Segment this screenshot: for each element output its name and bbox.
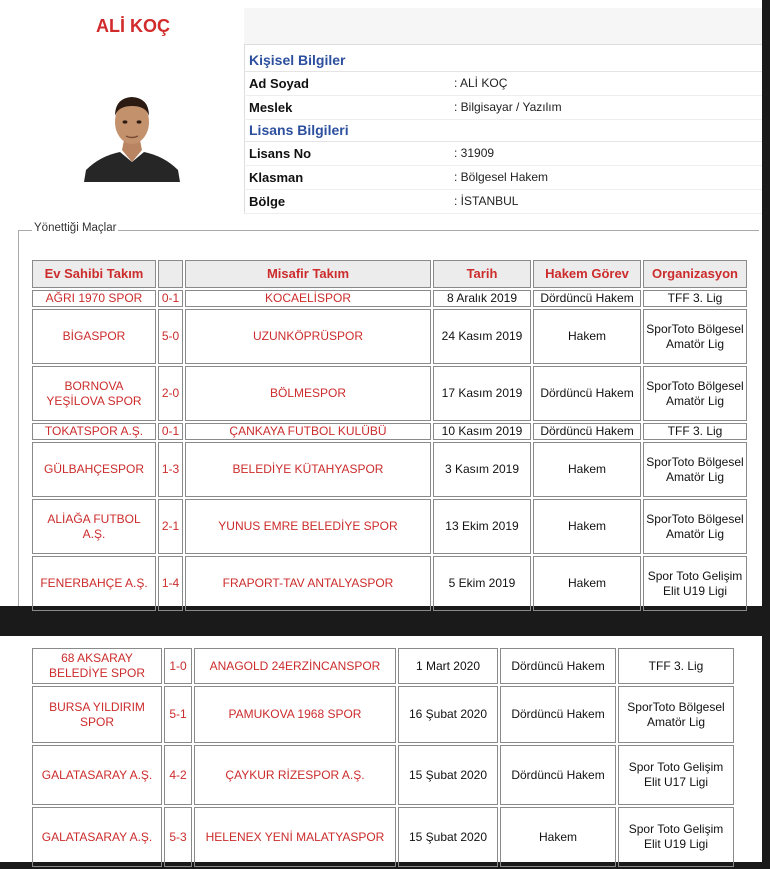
date-cell: 15 Şubat 2020	[398, 745, 498, 805]
organization-cell: SporToto Bölgesel Amatör Lig	[618, 686, 734, 743]
home-team-cell[interactable]: BURSA YILDIRIM SPOR	[32, 686, 162, 743]
organization-cell: Spor Toto Gelişim Elit U17 Ligi	[618, 745, 734, 805]
info-row-profession	[244, 96, 762, 120]
organization-cell: TFF 3. Lig	[643, 290, 747, 307]
duty-cell: Dördüncü Hakem	[533, 423, 641, 440]
duty-cell: Hakem	[500, 807, 616, 867]
info-label: Ad Soyad	[249, 76, 309, 91]
date-cell: 15 Şubat 2020	[398, 807, 498, 867]
table-row	[32, 499, 747, 554]
organization-cell: TFF 3. Lig	[618, 648, 734, 684]
column-header-organization[interactable]: Organizasyon	[643, 260, 747, 288]
matches-table	[30, 258, 749, 613]
column-header-score	[158, 260, 183, 288]
table-row	[32, 423, 747, 440]
organization-cell: Spor Toto Gelişim Elit U19 Ligi	[643, 556, 747, 611]
away-team-cell[interactable]: BÖLMESPOR	[185, 366, 431, 421]
away-team-cell[interactable]: KOCAELİSPOR	[185, 290, 431, 307]
duty-cell: Hakem	[533, 499, 641, 554]
table-row	[32, 686, 734, 743]
table-row	[32, 807, 734, 867]
organization-cell: SporToto Bölgesel Amatör Lig	[643, 366, 747, 421]
score-cell: 2-0	[158, 366, 183, 421]
away-team-cell[interactable]: BELEDİYE KÜTAHYASPOR	[185, 442, 431, 497]
column-header-away[interactable]: Misafir Takım	[185, 260, 431, 288]
info-row-license-no	[244, 142, 762, 166]
score-cell: 2-1	[158, 499, 183, 554]
info-row-region	[244, 190, 762, 214]
organization-cell: SporToto Bölgesel Amatör Lig	[643, 442, 747, 497]
info-value: : 31909	[454, 146, 495, 160]
info-label: Klasman	[249, 170, 304, 185]
info-row-class	[244, 166, 762, 190]
table-header-row	[32, 260, 747, 288]
score-cell: 5-1	[164, 686, 192, 743]
home-team-cell[interactable]: FENERBAHÇE A.Ş.	[32, 556, 156, 611]
table-row	[32, 556, 747, 611]
away-team-cell[interactable]: PAMUKOVA 1968 SPOR	[194, 686, 396, 743]
matches-table-continued-body	[32, 648, 734, 867]
matches-table-continued	[30, 646, 736, 869]
score-cell: 5-0	[158, 309, 183, 364]
duty-cell: Dördüncü Hakem	[533, 290, 641, 307]
license-info-heading: Lisans Bilgileri	[244, 120, 762, 142]
tab-strip	[244, 8, 762, 45]
date-cell: 10 Kasım 2019	[433, 423, 531, 440]
info-label: Lisans No	[249, 146, 312, 161]
column-header-duty[interactable]: Hakem Görev	[533, 260, 641, 288]
organization-cell: SporToto Bölgesel Amatör Lig	[643, 499, 747, 554]
away-team-cell[interactable]: ÇAYKUR RİZESPOR A.Ş.	[194, 745, 396, 805]
organization-cell: Spor Toto Gelişim Elit U19 Ligi	[618, 807, 734, 867]
home-team-cell[interactable]: AĞRI 1970 SPOR	[32, 290, 156, 307]
score-cell: 0-1	[158, 423, 183, 440]
date-cell: 8 Aralık 2019	[433, 290, 531, 307]
home-team-cell[interactable]: ALİAĞA FUTBOL A.Ş.	[32, 499, 156, 554]
table-row	[32, 442, 747, 497]
duty-cell: Hakem	[533, 309, 641, 364]
table-row	[32, 648, 734, 684]
table-row	[32, 366, 747, 421]
score-cell: 1-3	[158, 442, 183, 497]
duty-cell: Dördüncü Hakem	[500, 648, 616, 684]
column-header-home[interactable]: Ev Sahibi Takım	[32, 260, 156, 288]
duty-cell: Hakem	[533, 556, 641, 611]
date-cell: 17 Kasım 2019	[433, 366, 531, 421]
referee-photo	[80, 78, 184, 182]
date-cell: 24 Kasım 2019	[433, 309, 531, 364]
info-value: : Bölgesel Hakem	[454, 170, 549, 184]
score-cell: 4-2	[164, 745, 192, 805]
info-value: : İSTANBUL	[454, 194, 519, 208]
date-cell: 13 Ekim 2019	[433, 499, 531, 554]
matches-legend: Yönettiği Maçlar	[34, 222, 117, 234]
away-team-cell[interactable]: UZUNKÖPRÜSPOR	[185, 309, 431, 364]
home-team-cell[interactable]: GALATASARAY A.Ş.	[32, 745, 162, 805]
info-label: Meslek	[249, 100, 293, 115]
info-label: Bölge	[249, 194, 286, 209]
table-row	[32, 745, 734, 805]
matches-table-body	[32, 290, 747, 611]
duty-cell: Dördüncü Hakem	[533, 366, 641, 421]
home-team-cell[interactable]: 68 AKSARAY BELEDİYE SPOR	[32, 648, 162, 684]
personal-info-heading: Kişisel Bilgiler	[244, 50, 762, 72]
score-cell: 0-1	[158, 290, 183, 307]
away-team-cell[interactable]: ÇANKAYA FUTBOL KULÜBÜ	[185, 423, 431, 440]
organization-cell: TFF 3. Lig	[643, 423, 747, 440]
table-row	[32, 290, 747, 307]
score-cell: 5-3	[164, 807, 192, 867]
organization-cell: SporToto Bölgesel Amatör Lig	[643, 309, 747, 364]
profile-info	[244, 50, 762, 214]
duty-cell: Hakem	[533, 442, 641, 497]
table-row	[32, 309, 747, 364]
date-cell: 5 Ekim 2019	[433, 556, 531, 611]
date-cell: 16 Şubat 2020	[398, 686, 498, 743]
home-team-cell[interactable]: BİGASPOR	[32, 309, 156, 364]
away-team-cell[interactable]: ANAGOLD 24ERZİNCANSPOR	[194, 648, 396, 684]
home-team-cell[interactable]: GALATASARAY A.Ş.	[32, 807, 162, 867]
away-team-cell[interactable]: HELENEX YENİ MALATYASPOR	[194, 807, 396, 867]
info-row-name	[244, 72, 762, 96]
score-cell: 1-0	[164, 648, 192, 684]
home-team-cell[interactable]: GÜLBAHÇESPOR	[32, 442, 156, 497]
away-team-cell[interactable]: FRAPORT-TAV ANTALYASPOR	[185, 556, 431, 611]
away-team-cell[interactable]: YUNUS EMRE BELEDİYE SPOR	[185, 499, 431, 554]
home-team-cell[interactable]: BORNOVA YEŞİLOVA SPOR	[32, 366, 156, 421]
column-header-date[interactable]: Tarih	[433, 260, 531, 288]
home-team-cell[interactable]: TOKATSPOR A.Ş.	[32, 423, 156, 440]
duty-cell: Dördüncü Hakem	[500, 686, 616, 743]
date-cell: 3 Kasım 2019	[433, 442, 531, 497]
score-cell: 1-4	[158, 556, 183, 611]
info-value: : ALİ KOÇ	[454, 76, 508, 90]
info-value: : Bilgisayar / Yazılım	[454, 100, 562, 114]
date-cell: 1 Mart 2020	[398, 648, 498, 684]
referee-name-title: ALİ KOÇ	[96, 16, 170, 36]
duty-cell: Dördüncü Hakem	[500, 745, 616, 805]
